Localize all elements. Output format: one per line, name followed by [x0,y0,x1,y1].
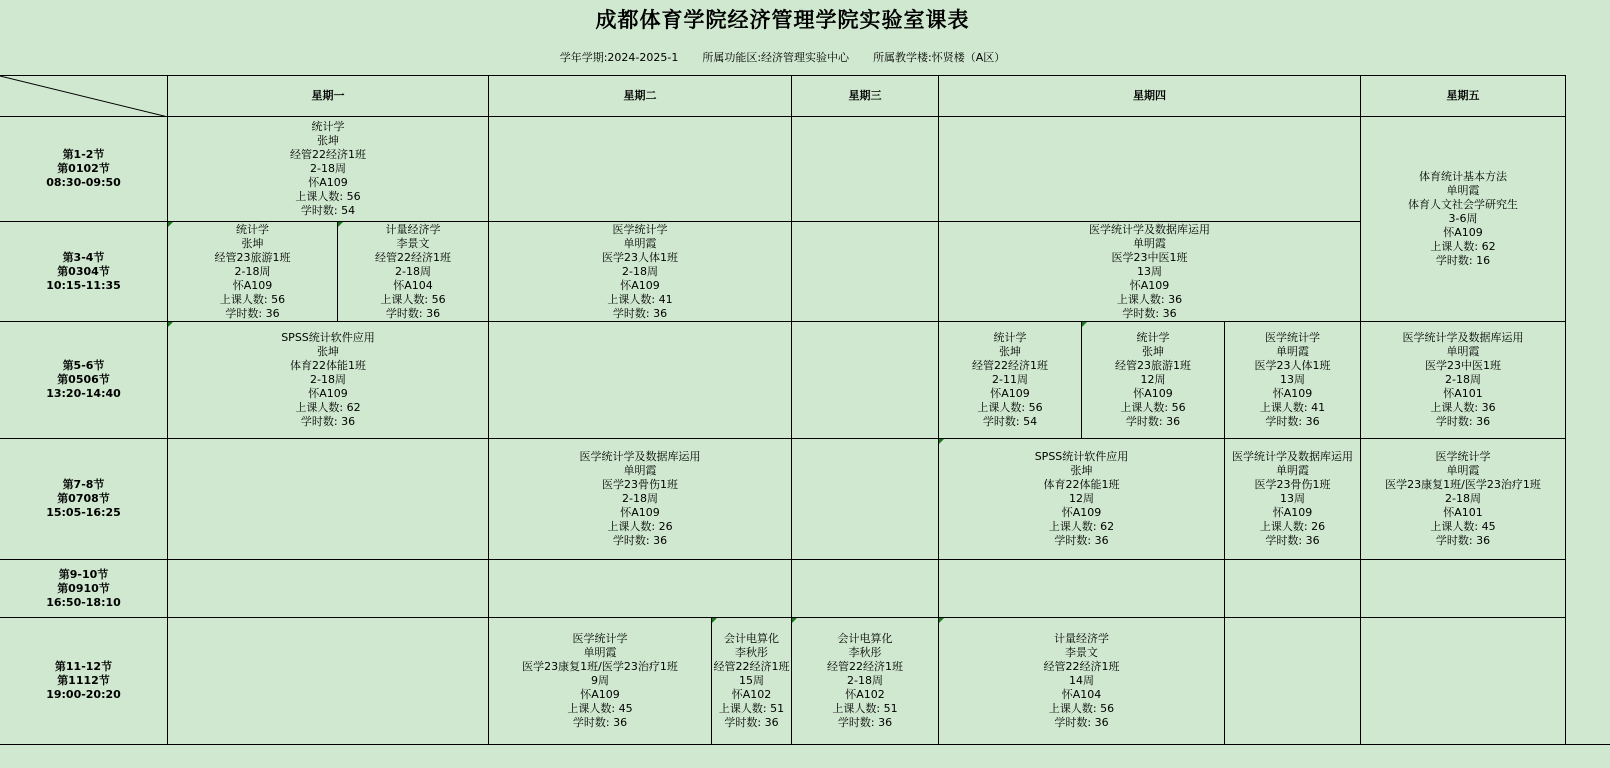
class-group: 体育22体能1班 [290,359,366,372]
teacher-name: 李景文 [396,236,430,250]
student-count: 上课人数: 56 [295,190,361,203]
corner-diagonal [0,76,168,117]
class-cell[interactable] [1361,117,1566,322]
room-number: 怀A109 [1133,387,1173,400]
period-row-4 [0,439,1566,560]
empty-cell[interactable] [792,439,939,560]
course-name: 计量经济学 [385,222,441,236]
week-range: 2-18周 [234,264,271,278]
student-count: 上课人数: 56 [1120,401,1186,414]
week-range: 13周 [1280,373,1305,386]
week-range: 2-18周 [847,674,883,687]
course-name: 统计学 [1136,331,1170,344]
class-cell[interactable] [168,222,338,322]
room-number: 怀A102 [731,688,772,701]
day-header-mon: 星期一 [168,76,489,117]
course-name: 会计电算化 [837,632,893,645]
comment-marker [168,322,173,327]
class-cell[interactable] [489,618,712,745]
header-row [0,76,1566,117]
class-group: 医学23人体1班 [1254,359,1331,372]
class-cell[interactable] [168,322,489,439]
student-count: 上课人数: 56 [977,401,1043,414]
course-name: 会计电算化 [724,632,779,645]
period-name: 第3-4节 [62,250,105,264]
class-group: 经管22经济1班 [713,660,790,673]
room-number: 怀A104 [393,278,433,292]
student-count: 上课人数: 56 [380,292,446,306]
teacher-name: 李秋彤 [848,646,882,659]
course-name: 统计学 [993,331,1027,344]
comment-marker [1082,322,1087,327]
credit-hours: 学时数: 36 [1122,306,1177,320]
corner-cell [0,76,168,117]
teacher-name: 张坤 [1070,464,1093,477]
empty-cell[interactable] [792,322,939,439]
student-count: 上课人数: 51 [718,702,785,715]
teacher-name: 单明霞 [1276,345,1309,358]
course-name: 统计学 [311,120,345,133]
empty-cell[interactable] [792,117,939,222]
course-name: SPSS统计软件应用 [1034,450,1129,463]
period-label-2 [0,222,168,322]
teacher-name: 张坤 [317,134,339,147]
period-row-5 [0,560,1566,618]
empty-cell[interactable] [1225,618,1361,745]
class-group: 经管22经济1班 [375,250,451,264]
empty-cell[interactable] [489,560,792,618]
student-count: 上课人数: 56 [1048,702,1115,715]
room-number: 怀A109 [620,278,660,292]
room-number: 怀A104 [1061,688,1102,701]
teacher-name: 单明霞 [1276,464,1309,477]
room-number: 怀A109 [1272,387,1313,400]
period-name: 第1-2节 [62,148,105,161]
period-code: 第1112节 [57,674,110,687]
comment-marker [792,618,797,623]
student-count: 上课人数: 62 [1048,520,1115,533]
class-cell[interactable] [939,322,1082,439]
room-number: 怀A109 [1272,506,1313,519]
week-range: 12周 [1140,373,1166,386]
class-group: 医学23中医1班 [1111,250,1188,264]
student-count: 上课人数: 26 [607,520,673,533]
credit-hours: 学时数: 36 [1054,716,1109,729]
period-time: 15:05-16:25 [46,506,121,519]
comment-marker [168,222,173,227]
class-cell[interactable] [1361,322,1566,439]
class-cell[interactable] [1361,439,1566,560]
empty-cell[interactable] [489,117,792,222]
term-label: 学年学期:2024-2025-1 [559,51,679,64]
credit-hours: 学时数: 36 [225,306,280,320]
period-label-5 [0,560,168,618]
week-range: 2-18周 [622,264,658,278]
room-number: 怀A109 [1443,226,1483,239]
class-group: 医学23康复1班/医学23治疗1班 [522,660,678,673]
credit-hours: 学时数: 36 [1054,534,1109,547]
class-group: 经管22经济1班 [827,660,903,673]
empty-cell[interactable] [939,560,1225,618]
comment-marker [712,618,717,623]
credit-hours: 学时数: 36 [300,415,356,428]
class-cell[interactable] [1225,322,1361,439]
credit-hours: 学时数: 36 [572,716,628,729]
week-range: 14周 [1069,674,1094,687]
page-title: 成都体育学院经济管理学院实验室课表 [595,7,970,32]
class-group: 经管23旅游1班 [214,250,291,264]
day-header-thu: 星期四 [939,76,1361,117]
student-count: 上课人数: 51 [832,702,898,715]
week-range: 2-18周 [622,492,658,505]
area-label: 所属功能区:经济管理实验中心 [702,51,850,64]
week-range: 2-18周 [310,162,346,175]
week-range: 13周 [1280,492,1305,505]
class-group: 经管22经济1班 [290,148,366,161]
period-code: 第0506节 [57,373,110,386]
teacher-name: 单明霞 [1133,236,1166,250]
week-range: 3-6周 [1448,212,1478,225]
teacher-name: 单明霞 [623,464,657,477]
course-name: 医学统计学 [572,632,628,645]
room-number: 怀A109 [308,176,348,189]
class-group: 经管22经济1班 [972,359,1048,372]
bottom-border [0,744,1610,745]
period-label-3 [0,322,168,439]
empty-cell[interactable] [1361,618,1566,745]
teacher-name: 张坤 [1142,345,1164,358]
room-number: 怀A101 [1443,506,1483,519]
period-label-1 [0,117,168,222]
class-cell[interactable] [939,618,1225,745]
period-row-2 [0,222,1566,322]
week-range: 2-18周 [395,264,431,278]
empty-cell[interactable] [792,560,939,618]
room-number: 怀A109 [580,688,620,701]
student-count: 上课人数: 36 [1116,292,1183,306]
empty-cell[interactable] [168,560,489,618]
empty-cell[interactable] [939,117,1361,222]
class-group: 体育22体能1班 [1043,478,1120,491]
empty-cell[interactable] [168,618,489,745]
week-range: 2-18周 [310,373,346,386]
course-name: 医学统计学 [1435,450,1491,463]
empty-cell[interactable] [1225,560,1361,618]
class-group: 经管22经济1班 [1043,660,1120,673]
period-row-6 [0,618,1566,745]
course-name: 统计学 [236,222,269,236]
period-code: 第0102节 [57,162,110,175]
period-time: 16:50-18:10 [46,595,121,609]
student-count: 上课人数: 41 [607,292,673,306]
week-range: 9周 [591,674,609,687]
room-number: 怀A109 [232,278,273,292]
period-label-6 [0,618,168,745]
course-name: 医学统计学 [612,222,668,236]
period-row-1 [0,117,1566,222]
course-name: 计量经济学 [1054,632,1109,645]
credit-hours: 学时数: 36 [612,534,668,547]
period-row-3 [0,322,1566,439]
class-cell[interactable] [489,222,792,322]
period-time: 19:00-20:20 [46,688,121,701]
class-cell[interactable] [712,618,792,745]
student-count: 上课人数: 56 [219,292,286,306]
period-name: 第7-8节 [62,478,105,491]
student-count: 上课人数: 62 [1430,240,1496,253]
credit-hours: 学时数: 36 [1265,415,1320,428]
class-cell[interactable] [939,439,1225,560]
class-group: 医学23中医1班 [1425,359,1501,372]
day-header-tue: 星期二 [489,76,792,117]
period-name: 第5-6节 [62,359,105,372]
period-code: 第0910节 [57,581,110,595]
room-number: 怀A109 [308,387,348,400]
course-name: SPSS统计软件应用 [281,331,375,344]
credit-hours: 学时数: 36 [1435,415,1491,428]
credit-hours: 学时数: 36 [1435,534,1491,547]
period-code: 第0708节 [57,492,110,505]
credit-hours: 学时数: 36 [724,716,779,729]
credit-hours: 学时数: 36 [837,716,893,729]
room-number: 怀A109 [990,387,1030,400]
credit-hours: 学时数: 54 [982,415,1038,428]
class-cell[interactable] [792,618,939,745]
comment-marker [338,222,343,227]
period-time: 13:20-14:40 [46,387,121,400]
class-cell[interactable] [1225,439,1361,560]
room-number: 怀A109 [1129,278,1170,292]
empty-cell[interactable] [168,439,489,560]
day-header-wed: 星期三 [792,76,939,117]
class-group: 医学23人体1班 [602,250,678,264]
credit-hours: 学时数: 36 [1125,415,1181,428]
credit-hours: 学时数: 16 [1435,254,1491,267]
teacher-name: 张坤 [241,236,264,250]
class-group: 医学23骨伤1班 [1254,478,1331,491]
building-label: 所属教学楼:怀贤楼（A区） [873,51,1006,64]
class-cell[interactable] [168,117,489,222]
empty-cell[interactable] [489,322,792,439]
empty-cell[interactable] [792,222,939,322]
credit-hours: 学时数: 36 [612,306,668,320]
room-number: 怀A109 [1061,506,1102,519]
period-name: 第11-12节 [54,660,113,673]
class-cell[interactable] [338,222,489,322]
class-cell[interactable] [939,222,1361,322]
teacher-name: 张坤 [317,345,339,358]
student-count: 上课人数: 41 [1259,401,1326,414]
class-group: 医学23康复1班/医学23治疗1班 [1385,478,1541,491]
student-count: 上课人数: 26 [1259,520,1326,533]
student-count: 上课人数: 62 [295,401,361,414]
room-number: 怀A109 [620,506,660,519]
teacher-name: 单明霞 [583,646,617,659]
meta-info-row [0,38,1565,76]
room-number: 怀A102 [845,688,885,701]
week-range: 2-18周 [1445,492,1481,505]
course-name: 体育统计基本方法 [1419,170,1507,183]
class-cell[interactable] [1082,322,1225,439]
week-range: 12周 [1069,492,1094,505]
schedule-grid [0,75,1566,745]
period-time: 08:30-09:50 [46,176,121,189]
period-name: 第9-10节 [58,567,109,581]
week-range: 2-11周 [992,373,1028,386]
teacher-name: 单明霞 [1446,464,1480,477]
course-name: 医学统计学及数据库运用 [1402,331,1524,344]
course-name: 医学统计学及数据库运用 [1089,222,1210,236]
course-name: 医学统计学及数据库运用 [1232,450,1353,463]
teacher-name: 张坤 [999,345,1021,358]
week-range: 13周 [1137,264,1162,278]
period-code: 第0304节 [57,264,110,278]
course-name: 医学统计学及数据库运用 [579,450,701,463]
credit-hours: 学时数: 54 [300,204,356,217]
week-range: 15周 [739,674,764,687]
class-group: 体育人文社会学研究生 [1408,198,1518,211]
student-count: 上课人数: 36 [1430,401,1496,414]
teacher-name: 李景文 [1065,646,1098,659]
week-range: 2-18周 [1445,373,1481,386]
teacher-name: 李秋彤 [735,646,768,659]
teacher-name: 单明霞 [1446,184,1480,197]
comment-marker [939,618,944,623]
empty-cell[interactable] [1361,560,1566,618]
credit-hours: 学时数: 36 [385,306,441,320]
day-header-fri: 星期五 [1361,76,1566,117]
comment-marker [939,439,944,444]
teacher-name: 单明霞 [623,236,657,250]
room-number: 怀A101 [1443,387,1483,400]
course-name: 医学统计学 [1265,331,1320,344]
class-group: 医学23骨伤1班 [602,478,678,491]
student-count: 上课人数: 45 [567,702,633,715]
teacher-name: 单明霞 [1446,345,1480,358]
period-time: 10:15-11:35 [46,278,121,292]
period-label-4 [0,439,168,560]
class-group: 经管23旅游1班 [1115,359,1191,372]
credit-hours: 学时数: 36 [1265,534,1320,547]
class-cell[interactable] [489,439,792,560]
student-count: 上课人数: 45 [1430,520,1496,533]
